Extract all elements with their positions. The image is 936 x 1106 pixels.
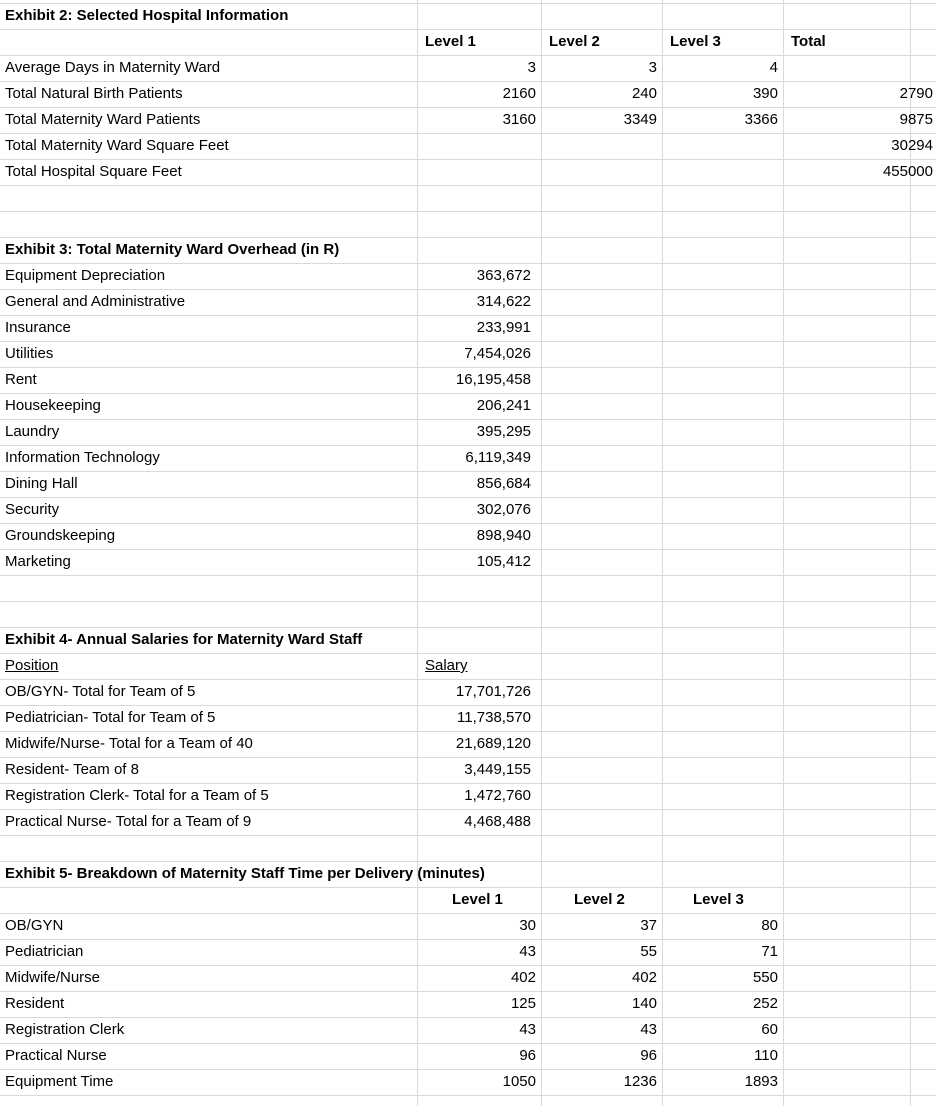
exhibit5-row-label: OB/GYN [5,917,64,934]
exhibit5-value: 55 [640,943,657,960]
exhibit3-value: 206,241 [476,397,531,414]
grid-line-h [0,185,936,186]
exhibit5-value: 252 [752,995,778,1012]
exhibit3-row-label: Utilities [5,345,54,362]
exhibit2-row-label: Average Days in Maternity Ward [5,59,221,76]
exhibit2-value: 455000 [882,163,933,180]
exhibit4-row-label: OB/GYN- Total for Team of 5 [5,683,196,700]
exhibit4-value: 21,689,120 [455,735,531,752]
exhibit2-col-header: Total [791,33,826,50]
exhibit2-row-label: Total Maternity Ward Patients [5,111,201,128]
exhibit3-row-label: Security [5,501,60,518]
exhibit5-row-label: Equipment Time [5,1073,114,1090]
exhibit4-value: 1,472,760 [464,787,531,804]
exhibit3-row-label: Groundskeeping [5,527,116,544]
exhibit3-row-label: Dining Hall [5,475,78,492]
exhibit4-row-label: Practical Nurse- Total for a Team of 9 [5,813,252,830]
exhibit2-value: 30294 [891,137,933,154]
exhibit3-value: 363,672 [476,267,531,284]
exhibit2-value: 3349 [623,111,657,128]
exhibit5-value: 125 [510,995,536,1012]
exhibit5-value: 402 [510,969,536,986]
exhibit2-row-label: Total Natural Birth Patients [5,85,183,102]
exhibit3-value: 395,295 [476,423,531,440]
grid-line-h [0,601,936,602]
exhibit4-value: 3,449,155 [464,761,531,778]
grid-line-h [0,835,936,836]
exhibit5-value: 1893 [744,1073,778,1090]
exhibit5-value: 1236 [623,1073,657,1090]
exhibit5-value: 71 [761,943,778,960]
exhibit2-col-header: Level 1 [425,33,476,50]
exhibit3-row-label: Rent [5,371,37,388]
exhibit5-value: 402 [631,969,657,986]
grid-line-h [0,575,936,576]
exhibit2-col-header: Level 2 [549,33,600,50]
exhibit5-value: 37 [640,917,657,934]
exhibit3-value: 233,991 [476,319,531,336]
exhibit3-value: 16,195,458 [455,371,531,388]
exhibit3-row-label: General and Administrative [5,293,186,310]
exhibit4-row-label: Registration Clerk- Total for a Team of 5 [5,787,269,804]
exhibit2-title: Exhibit 2: Selected Hospital Information [5,7,289,24]
exhibit4-value: 4,468,488 [464,813,531,830]
exhibit5-value: 1050 [502,1073,536,1090]
exhibit2-value: 3366 [744,111,778,128]
exhibit3-value: 898,940 [476,527,531,544]
exhibit5-col-header: Level 3 [693,891,744,908]
exhibit4-row-label: Resident- Team of 8 [5,761,139,778]
exhibit2-value: 2790 [899,85,933,102]
exhibit5-value: 43 [519,1021,536,1038]
exhibit3-row-label: Information Technology [5,449,160,466]
exhibit2-value: 240 [631,85,657,102]
exhibit2-value: 4 [769,59,778,76]
exhibit4-value: 17,701,726 [455,683,531,700]
exhibit3-value: 302,076 [476,501,531,518]
exhibit2-value: 390 [752,85,778,102]
exhibit5-value: 96 [640,1047,657,1064]
exhibit3-title: Exhibit 3: Total Maternity Ward Overhead (in R) [5,241,340,258]
exhibit5-value: 550 [752,969,778,986]
exhibit5-value: 43 [640,1021,657,1038]
exhibit5-value: 110 [754,1047,778,1064]
exhibit3-value: 856,684 [476,475,531,492]
exhibit2-value: 3 [648,59,657,76]
exhibit5-row-label: Resident [5,995,65,1012]
exhibit4-salary-header: Salary [425,657,468,674]
exhibit5-value: 96 [519,1047,536,1064]
exhibit3-row-label: Housekeeping [5,397,101,414]
exhibit2-col-header: Level 3 [670,33,721,50]
exhibit5-value: 80 [761,917,778,934]
exhibit3-value: 7,454,026 [464,345,531,362]
exhibit5-row-label: Midwife/Nurse [5,969,101,986]
exhibit2-row-label: Total Maternity Ward Square Feet [5,137,229,154]
exhibit5-col-header: Level 1 [452,891,503,908]
exhibit4-value: 11,738,570 [457,709,531,726]
exhibit5-row-label: Registration Clerk [5,1021,125,1038]
exhibit5-row-label: Practical Nurse [5,1047,107,1064]
exhibit5-title: Exhibit 5- Breakdown of Maternity Staff Time per Delivery (minutes) [5,865,485,882]
exhibit4-row-label: Midwife/Nurse- Total for a Team of 40 [5,735,253,752]
grid-line-h [0,1095,936,1096]
exhibit5-value: 43 [519,943,536,960]
exhibit3-value: 314,622 [476,293,531,310]
exhibit2-value: 3 [527,59,536,76]
exhibit5-value: 140 [631,995,657,1012]
exhibit3-value: 105,412 [476,553,531,570]
exhibit3-row-label: Insurance [5,319,71,336]
exhibit5-row-label: Pediatrician [5,943,84,960]
exhibit5-value: 60 [761,1021,778,1038]
exhibit5-value: 30 [519,917,536,934]
exhibit2-row-label: Total Hospital Square Feet [5,163,182,180]
exhibit4-position-header: Position [5,657,59,674]
exhibit4-title: Exhibit 4- Annual Salaries for Maternity Ward Staff [5,631,363,648]
exhibit2-value: 2160 [502,85,536,102]
exhibit4-row-label: Pediatrician- Total for Team of 5 [5,709,216,726]
exhibit2-value: 3160 [502,111,536,128]
exhibit3-value: 6,119,349 [465,449,531,466]
exhibit3-row-label: Equipment Depreciation [5,267,166,284]
exhibit2-value: 9875 [899,111,933,128]
grid-line-h [0,211,936,212]
exhibit5-col-header: Level 2 [574,891,625,908]
exhibit3-row-label: Marketing [5,553,71,570]
exhibit3-row-label: Laundry [5,423,60,440]
